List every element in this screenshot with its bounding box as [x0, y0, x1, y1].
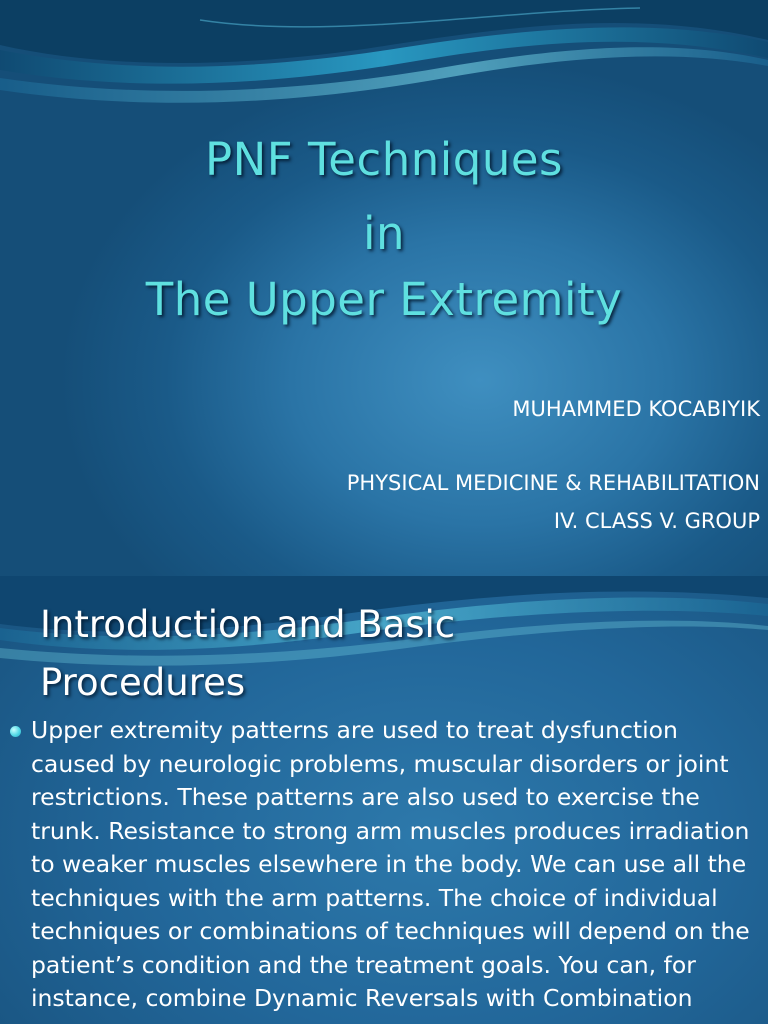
- class-group: IV. CLASS V. GROUP: [553, 509, 760, 533]
- slide-heading: [40, 596, 740, 712]
- author-name: MUHAMMED KOCABIYIK: [512, 397, 760, 421]
- slide-title-line-2: in: [362, 207, 406, 260]
- slide-title-line-1: PNF Techniques: [204, 133, 563, 186]
- slide-heading-line-2: Procedures: [40, 661, 246, 704]
- slide-heading-line-1: Introduction and Basic: [40, 603, 456, 646]
- slide-title-line-3: The Upper Extremity: [145, 273, 623, 326]
- bullet-text: Upper extremity patterns are used to treat dysfunction caused by neurologic problems, muscular disorders or joint restrictions. These patterns are also used to exercise the trunk. Resistance to strong arm muscles produces irradiation to weaker muscles elsewhere in the body. We can use all the techniques with the arm patterns. The choice of individual techniques or combinations of techniques will depend on the patient’s condition and the treatment goals. You can, for instance, combine Dynamic Reversals with Combination: [31, 716, 750, 1012]
- bullet-icon: [10, 726, 21, 737]
- content-slide: [0, 576, 768, 1024]
- department-name: PHYSICAL MEDICINE & REHABILITATION: [346, 471, 760, 495]
